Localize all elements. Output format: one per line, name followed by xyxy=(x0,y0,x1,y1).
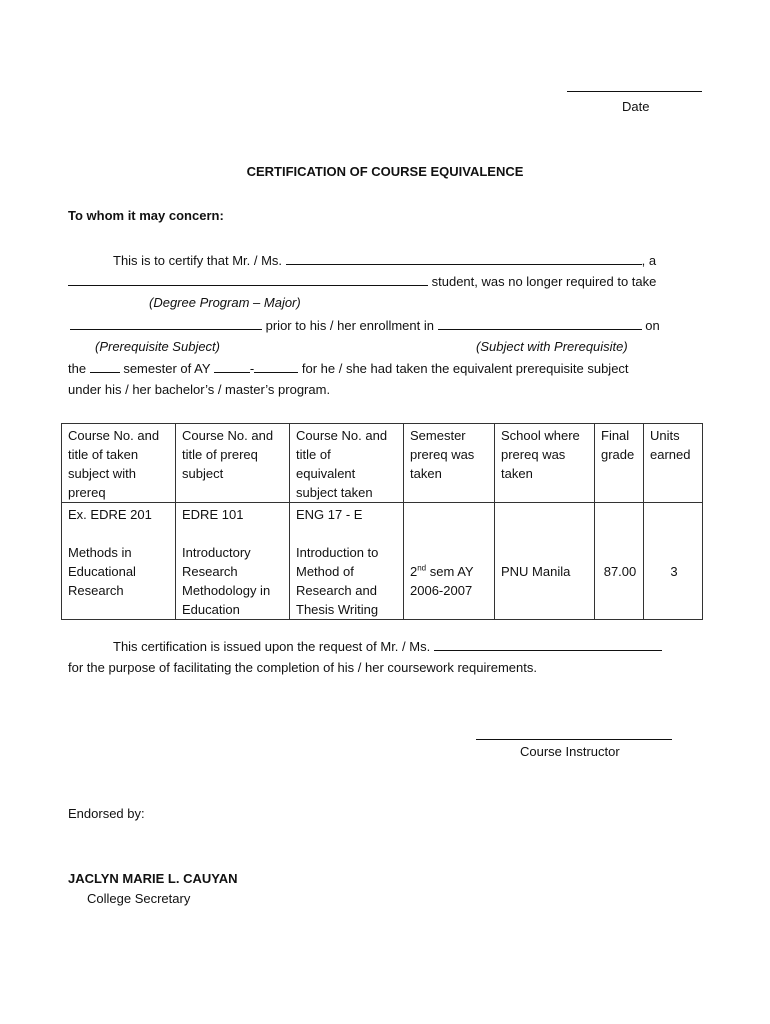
taken-subject-cell[interactable] xyxy=(62,503,176,620)
table-row xyxy=(62,503,703,620)
on-text: on xyxy=(645,318,660,333)
prerequisite-subject-hint: (Prerequisite Subject) xyxy=(95,339,220,354)
equivalent-text: for he / she had taken the equivalent prerequisite subject xyxy=(301,361,629,376)
salutation: To whom it may concern: xyxy=(68,208,224,223)
table-header-row xyxy=(62,424,703,503)
prereq-subject-cell[interactable] xyxy=(176,503,290,620)
comma-a-text: , a xyxy=(641,253,657,268)
taken-subject-title: Methods in Educational Research xyxy=(68,545,136,598)
student-text: student, was no longer required to take xyxy=(431,274,657,289)
prerequisite-subject-blank[interactable] xyxy=(70,317,262,330)
equivalent-subject-code: ENG 17 - E xyxy=(296,507,363,522)
subject-with-prereq-blank[interactable] xyxy=(438,317,642,330)
document-title: CERTIFICATION OF COURSE EQUIVALENCE xyxy=(246,164,524,179)
subject-with-prereq-hint: (Subject with Prerequisite) xyxy=(476,339,628,354)
prereq-subject-title: Introductory Research Methodology in Education xyxy=(182,545,271,617)
school-name: PNU Manila xyxy=(501,564,571,579)
school-cell[interactable] xyxy=(495,503,595,620)
equivalent-subject-title: Introduction to Method of Research and Thesis Writing xyxy=(296,545,379,617)
semester-ay: sem AY xyxy=(429,564,474,579)
endorser-name: JACLYN MARIE L. CAUYAN xyxy=(68,871,238,886)
semester-years: 2006-2007 xyxy=(410,583,473,598)
ay-start-blank[interactable] xyxy=(214,360,250,373)
course-equivalence-table xyxy=(61,423,703,620)
date-line[interactable] xyxy=(567,91,702,92)
semester-cell[interactable] xyxy=(404,503,495,620)
ay-end-blank[interactable] xyxy=(254,360,298,373)
semester-ordinal: 2 xyxy=(410,564,418,579)
certify-text: This is to certify that Mr. / Ms. xyxy=(113,253,283,268)
para1-line2 xyxy=(68,273,656,290)
degree-program-blank[interactable] xyxy=(68,273,428,286)
header-final-grade: Final grade xyxy=(595,424,644,503)
header-semester: Semester prereq was taken xyxy=(404,424,495,503)
final-grade-cell[interactable] xyxy=(595,503,644,620)
header-units: Units earned xyxy=(644,424,703,503)
request-text: This certification is issued upon the request of Mr. / Ms. xyxy=(113,639,431,654)
the-text: the xyxy=(68,361,87,376)
endorsed-by-label: Endorsed by: xyxy=(68,806,145,821)
student-name-blank[interactable] xyxy=(286,252,642,265)
instructor-label: Course Instructor xyxy=(520,744,620,759)
semester-ordinal-suffix: nd xyxy=(417,563,427,573)
ay-dash: - xyxy=(249,361,255,376)
para1-line1 xyxy=(113,252,656,269)
enrollment-text: prior to his / her enrollment in xyxy=(265,318,434,333)
header-school: School where prereq was taken xyxy=(495,424,595,503)
final-grade-value: 87.00 xyxy=(603,564,637,579)
taken-subject-code: Ex. EDRE 201 xyxy=(68,507,152,522)
para2-line2: for the purpose of facilitating the completion of his / her coursework requirements. xyxy=(68,660,537,675)
para1-line3 xyxy=(70,317,660,334)
degree-program-hint: (Degree Program – Major) xyxy=(149,295,301,310)
header-taken-subject: Course No. and title of taken subject with prereq xyxy=(62,424,176,503)
header-equivalent-subject: Course No. and title of equivalent subject taken xyxy=(290,424,404,503)
endorser-position: College Secretary xyxy=(87,891,191,906)
prereq-subject-code: EDRE 101 xyxy=(182,507,244,522)
para1-line5: under his / her bachelor’s / master’s program. xyxy=(68,382,331,397)
para2-line1 xyxy=(113,638,662,655)
units-cell[interactable] xyxy=(644,503,703,620)
requester-name-blank[interactable] xyxy=(434,638,662,651)
semester-blank[interactable] xyxy=(90,360,120,373)
semester-ay-text: semester of AY xyxy=(123,361,211,376)
equivalent-subject-cell[interactable] xyxy=(290,503,404,620)
date-label: Date xyxy=(622,99,650,114)
para1-line4 xyxy=(68,360,629,377)
header-prereq-subject: Course No. and title of prereq subject xyxy=(176,424,290,503)
units-value: 3 xyxy=(670,564,678,579)
instructor-signature-line[interactable] xyxy=(476,739,672,740)
